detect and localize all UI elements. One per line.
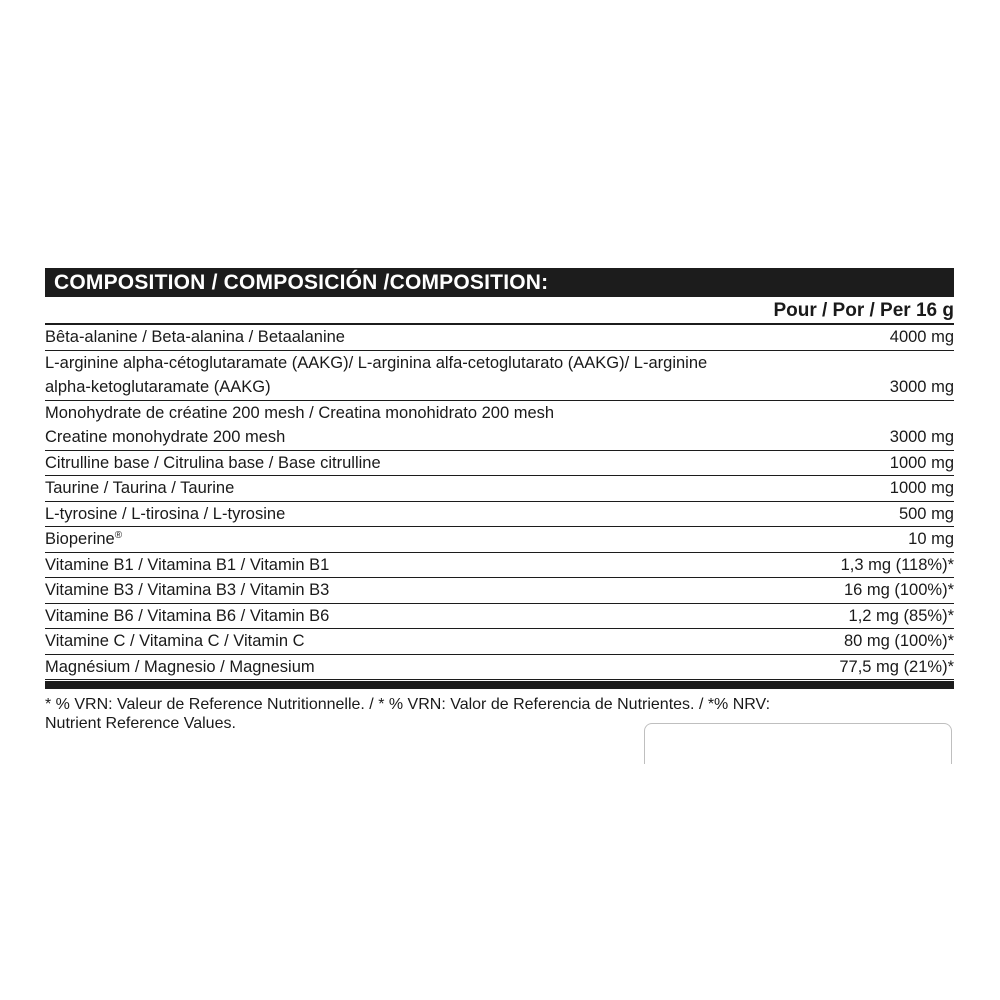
table-row [45, 451, 954, 477]
ingredient-name-line-1: Magnésium / Magnesio / Magnesium [45, 657, 315, 676]
table-row [45, 527, 954, 553]
table-row [45, 604, 954, 630]
table-row [45, 553, 954, 579]
ingredient-name-line-2: alpha-ketoglutaramate (AAKG) [45, 378, 271, 396]
table-row [45, 325, 954, 351]
ingredient-amount: 80 mg (100%)* [843, 632, 954, 650]
registered-mark: ® [114, 530, 123, 541]
ingredient-amount: 77,5 mg (21%)* [839, 657, 954, 676]
table-row [45, 578, 954, 604]
ingredient-amount: 16 mg (100%)* [843, 581, 954, 599]
table-bottom-bar [45, 681, 954, 689]
ingredient-name [45, 604, 329, 629]
ingredient-name-line-1: L-tyrosine / L-tirosina / L-tyrosine [45, 504, 286, 523]
ingredient-name [45, 325, 345, 350]
ingredient-amount: 10 mg [908, 530, 954, 548]
ingredient-amount: 500 mg [898, 504, 954, 523]
ingredient-name-line-1: Citrulline base / Citrulina base / Base citrulline [45, 453, 381, 472]
ingredient-name-line-1: Bioperine [45, 530, 115, 548]
ingredient-amount: 3000 mg [889, 428, 954, 446]
ingredient-name [45, 629, 305, 654]
ingredient-name [45, 527, 122, 552]
ingredient-amount: 1000 mg [889, 479, 954, 497]
table-row [45, 351, 954, 401]
ingredient-name [45, 351, 707, 400]
ingredient-name-line-1: Vitamine B3 / Vitamina B3 / Vitamin B3 [45, 581, 330, 599]
per-serving-header: Pour / Por / Per 16 g [45, 297, 954, 325]
ingredient-amount: 1,3 mg (118%)* [840, 555, 954, 574]
ingredient-name-line-1: Bêta-alanine / Beta-alanina / Betaalanine [45, 328, 345, 346]
footnote-line-1: * % VRN: Valeur de Reference Nutritionnelle. / * % VRN: Valor de Referencia de Nutrientes. / *% NRV: [45, 696, 771, 713]
composition-table [45, 268, 954, 733]
table-row [45, 629, 954, 655]
ingredient-name-line-1: L-arginine alpha-cétoglutaramate (AAKG)/ L-arginina alfa-cetoglutarato (AAKG)/ L-arginine [45, 353, 708, 372]
table-row [45, 655, 954, 681]
ingredient-name-line-2: Creatine monohydrate 200 mesh [45, 428, 286, 446]
ingredient-name [45, 401, 554, 450]
ingredient-name [45, 553, 329, 578]
ingredient-name-line-1: Vitamine B1 / Vitamina B1 / Vitamin B1 [45, 555, 330, 574]
ingredient-amount: 4000 mg [889, 328, 954, 346]
ingredient-name [45, 655, 315, 680]
ingredient-name [45, 476, 234, 501]
ingredient-name [45, 578, 329, 603]
ingredient-name-line-1: Vitamine B6 / Vitamina B6 / Vitamin B6 [45, 606, 330, 625]
footnote-line-2: Nutrient Reference Values. [45, 715, 236, 732]
table-row [45, 502, 954, 528]
table-row [45, 401, 954, 451]
ingredient-amount: 1,2 mg (85%)* [848, 606, 954, 625]
ingredient-name [45, 451, 381, 476]
ingredient-name-line-1: Monohydrate de créatine 200 mesh / Creatina monohidrato 200 mesh [45, 403, 555, 422]
table-title: COMPOSITION / COMPOSICIÓN /COMPOSITION: [45, 268, 954, 297]
table-row [45, 476, 954, 502]
ingredient-rows [45, 325, 954, 680]
ingredient-name [45, 502, 285, 527]
ingredient-amount: 3000 mg [889, 378, 954, 396]
ingredient-amount: 1000 mg [889, 453, 954, 472]
ingredient-name-line-1: Vitamine C / Vitamina C / Vitamin C [45, 632, 305, 650]
empty-rounded-box [644, 723, 952, 764]
ingredient-name-line-1: Taurine / Taurina / Taurine [45, 479, 235, 497]
